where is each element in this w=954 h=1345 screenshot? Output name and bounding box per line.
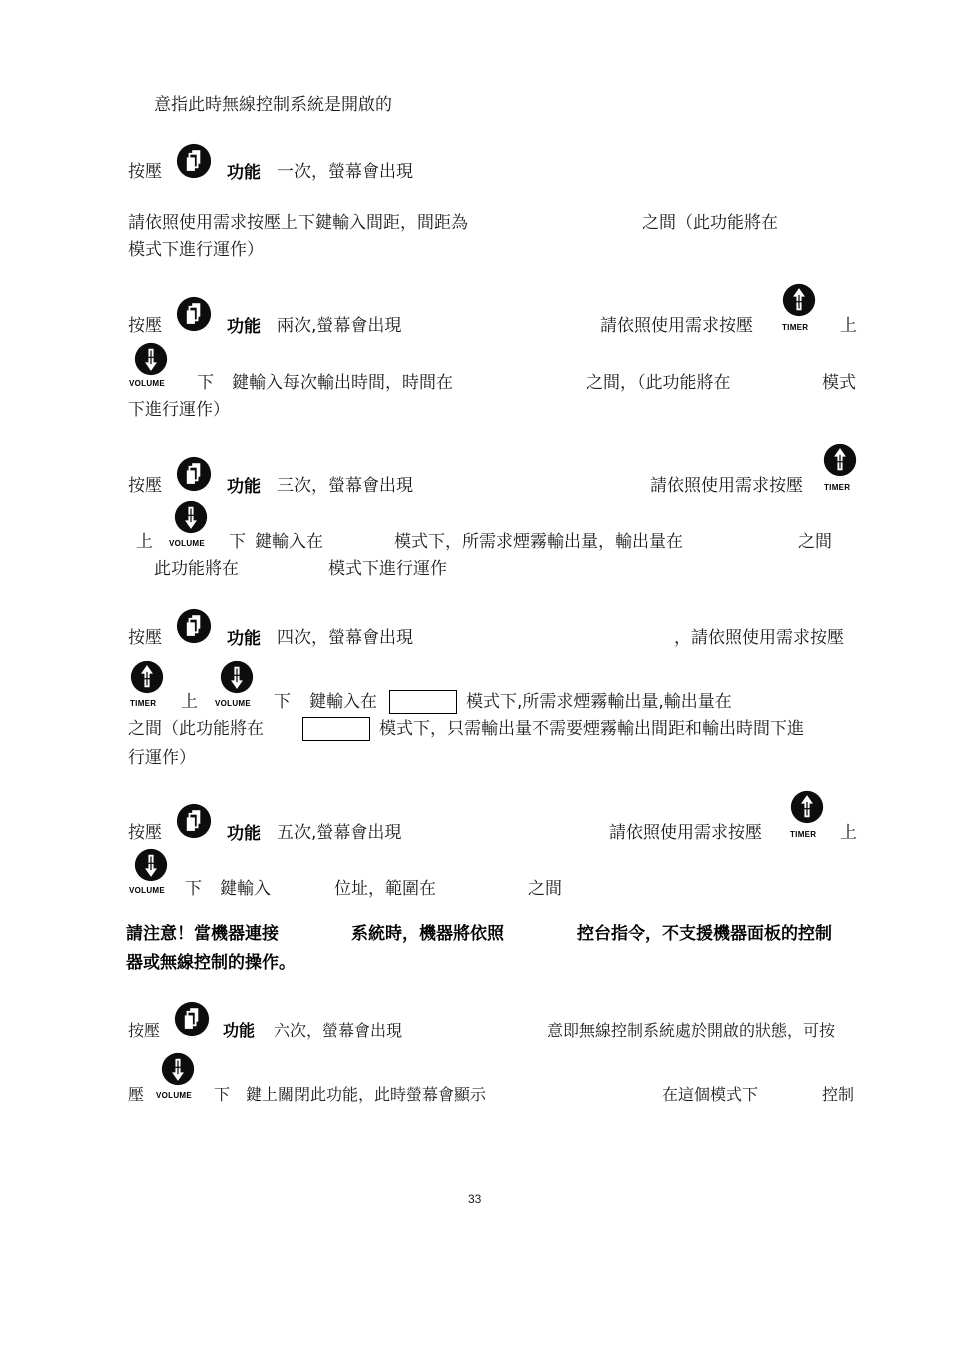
volume-label: VOLUME (129, 886, 166, 895)
up-label: 上 (136, 532, 153, 552)
step3-mode-text: 此功能將在 (154, 559, 239, 579)
timer-up-icon (823, 443, 857, 477)
function-label: 功能 (227, 629, 261, 649)
page-number: 33 (468, 1192, 482, 1206)
step6-mode-text: 在這個模式下 (662, 1085, 759, 1104)
function-label: 功能 (227, 317, 261, 337)
step5-address-text: 位址，範圍在 (334, 879, 436, 899)
press-label: 按壓 (128, 162, 162, 182)
volume-down-icon (220, 660, 254, 694)
step3-mode-tail: 模式下進行運作 (328, 559, 447, 579)
function-label: 功能 (227, 477, 261, 497)
step3-text: 三次，螢幕會出現 (277, 476, 413, 496)
press-label: 按壓 (128, 823, 162, 843)
step1-mode-text: 模式下進行運作） (128, 240, 264, 260)
function-button-icon (176, 296, 212, 332)
step6-press-text: 壓 (128, 1085, 145, 1104)
step2-mode-tail: 下進行運作） (128, 400, 230, 420)
function-button-icon (176, 143, 212, 179)
step6-close-text: 鍵上關閉此功能，此時螢幕會顯示 (246, 1085, 487, 1104)
step5-instruction: 請依照使用需求按壓 (609, 823, 762, 843)
step1-range-text: 之間（此功能將在 (642, 213, 778, 233)
press-label: 按壓 (128, 476, 162, 496)
down-label: 下 (197, 373, 214, 393)
step5-input-text: 鍵輸入 (220, 879, 271, 899)
blank-box (302, 717, 370, 741)
step2-input-text: 鍵輸入每次輸出時間，時間在 (232, 373, 453, 393)
step3-instruction: 請依照使用需求按壓 (650, 476, 803, 496)
step6-text: 六次，螢幕會出現 (274, 1021, 403, 1040)
step1-text: 一次，螢幕會出現 (277, 162, 413, 182)
function-button-icon (176, 456, 212, 492)
blank-box (389, 690, 457, 714)
step5-text: 五次,螢幕會出現 (277, 823, 402, 843)
step3-output-text: 模式下，所需求煙霧輸出量，輸出量在 (394, 532, 683, 552)
volume-down-icon (134, 848, 168, 882)
down-label: 下 (274, 692, 291, 712)
volume-label: VOLUME (156, 1091, 193, 1100)
function-label: 功能 (223, 1021, 256, 1040)
step3-range-text: 之間 (798, 532, 832, 552)
function-label: 功能 (227, 163, 261, 183)
step2-range-text: 之間，（此功能將在 (586, 373, 731, 393)
press-label: 按壓 (128, 628, 162, 648)
function-button-icon (176, 608, 212, 644)
step4-output-text: 模式下,所需求煙霧輸出量,輸出量在 (466, 692, 732, 712)
intro-text: 意指此時無線控制系統是開啟的 (154, 95, 392, 115)
function-label: 功能 (227, 824, 261, 844)
down-label: 下 (185, 879, 202, 899)
step1-instruction: 請依照使用需求按壓上下鍵輸入間距，間距為 (128, 213, 468, 233)
step6-instruction: 意即無線控制系統處於開啟的狀態，可按 (547, 1021, 836, 1040)
notice-text: 系統時，機器將依照 (351, 924, 504, 944)
timer-up-icon (130, 660, 164, 694)
step4-text: 四次，螢幕會出現 (277, 628, 413, 648)
function-button-icon (174, 1001, 210, 1037)
timer-up-icon (790, 790, 824, 824)
step2-instruction: 請依照使用需求按壓 (600, 316, 753, 336)
timer-up-icon (782, 283, 816, 317)
step5-range-text: 之間 (528, 879, 562, 899)
step4-mode-text: 模式下，只需輸出量不需要煙霧輸出間距和輸出時間下進 (379, 719, 804, 739)
volume-label: VOLUME (169, 539, 206, 548)
step2-text: 兩次,螢幕會出現 (277, 316, 402, 336)
volume-label: VOLUME (129, 379, 166, 388)
press-label: 按壓 (128, 1021, 161, 1040)
up-label: 上 (181, 692, 198, 712)
timer-label: TIMER (782, 323, 809, 332)
up-label: 上 (840, 823, 857, 843)
step4-instruction: ，請依照使用需求按壓 (674, 628, 844, 648)
step6-control-text: 控制 (822, 1085, 855, 1104)
step4-range-text: 之間（此功能將在 (128, 719, 264, 739)
step2-mode-text: 模式 (822, 373, 856, 393)
up-label: 上 (840, 316, 857, 336)
step3-input-text: 鍵輸入在 (255, 532, 323, 552)
timer-label: TIMER (790, 830, 817, 839)
step4-input-text: 鍵輸入在 (309, 692, 377, 712)
down-label: 下 (229, 532, 246, 552)
volume-down-icon (161, 1052, 195, 1086)
down-label: 下 (214, 1085, 231, 1104)
volume-down-icon (134, 342, 168, 376)
notice-text: 控台指令，不支援機器面板的控制 (577, 924, 832, 944)
press-label: 按壓 (128, 316, 162, 336)
timer-label: TIMER (824, 483, 851, 492)
volume-down-icon (174, 500, 208, 534)
notice-text: 請注意！當機器連接 (126, 924, 279, 944)
function-button-icon (176, 803, 212, 839)
timer-label: TIMER (130, 699, 157, 708)
notice-text: 器或無線控制的操作。 (126, 953, 296, 973)
step4-mode-tail: 行運作） (128, 748, 196, 768)
volume-label: VOLUME (215, 699, 252, 708)
